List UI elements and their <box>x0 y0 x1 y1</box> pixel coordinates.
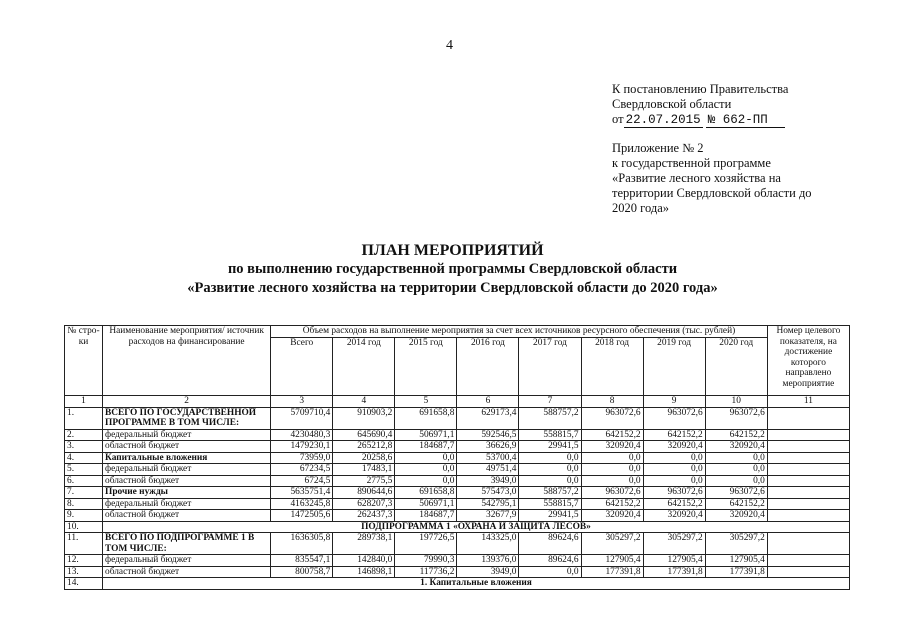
column-index: 6 <box>457 396 519 408</box>
row-value: 79990,3 <box>395 555 457 567</box>
decree-date: 22.07.2015 <box>625 113 701 127</box>
column-index: 4 <box>333 396 395 408</box>
table-row <box>65 533 850 555</box>
row-value: 642152,2 <box>643 429 705 441</box>
row-value: 0,0 <box>643 475 705 487</box>
row-value: 642152,2 <box>705 429 767 441</box>
row-value: 143325,0 <box>457 533 519 555</box>
row-number: 10. <box>65 521 103 533</box>
row-value: 184687,7 <box>395 441 457 453</box>
decree-reference <box>612 82 788 128</box>
table-row <box>65 441 850 453</box>
row-value: 1636305,8 <box>271 533 333 555</box>
row-value: 963072,6 <box>581 487 643 499</box>
decree-number: 662-ПП <box>722 113 768 127</box>
header-year-2018: 2018 год <box>581 338 643 396</box>
row-value: 197726,5 <box>395 533 457 555</box>
row-name: областной бюджет <box>103 510 271 522</box>
appendix-line-2: к государственной программе <box>612 156 771 170</box>
table-row <box>65 555 850 567</box>
table-row-section <box>65 521 850 533</box>
table-row <box>65 487 850 499</box>
decree-line-1: К постановлению Правительства <box>612 82 789 96</box>
column-index: 3 <box>271 396 333 408</box>
row-number: 11. <box>65 533 103 555</box>
column-index: 5 <box>395 396 457 408</box>
header-year-total: Всего <box>271 338 333 396</box>
row-value: 800758,7 <box>271 566 333 578</box>
row-target-indicator <box>767 498 849 510</box>
row-value: 67234,5 <box>271 464 333 476</box>
row-value: 53700,4 <box>457 452 519 464</box>
row-value: 146898,1 <box>333 566 395 578</box>
row-value: 117736,2 <box>395 566 457 578</box>
row-value: 73959,0 <box>271 452 333 464</box>
row-target-indicator <box>767 407 849 429</box>
row-value: 320920,4 <box>581 441 643 453</box>
row-number: 8. <box>65 498 103 510</box>
row-value: 3949,0 <box>457 566 519 578</box>
row-value: 127905,4 <box>705 555 767 567</box>
row-name: Прочие нужды <box>103 487 271 499</box>
row-value: 262437,3 <box>333 510 395 522</box>
row-value: 320920,4 <box>643 510 705 522</box>
header-year-2019: 2019 год <box>643 338 705 396</box>
subsection-title: 1. Капитальные вложения <box>103 578 850 590</box>
document-subtitle-1: по выполнению государственной программы Свердловской области <box>227 261 678 277</box>
row-target-indicator <box>767 555 849 567</box>
decree-date-prefix: от <box>612 112 624 126</box>
row-value: 0,0 <box>395 452 457 464</box>
decree-date-line <box>612 112 788 128</box>
table-row <box>65 452 850 464</box>
column-index: 9 <box>643 396 705 408</box>
row-value: 6724,5 <box>271 475 333 487</box>
header-year-2017: 2017 год <box>519 338 581 396</box>
row-value: 289738,1 <box>333 533 395 555</box>
row-name: областной бюджет <box>103 566 271 578</box>
row-value: 305297,2 <box>705 533 767 555</box>
appendix-line-1: Приложение № 2 <box>612 141 704 155</box>
row-target-indicator <box>767 533 849 555</box>
row-value: 184687,7 <box>395 510 457 522</box>
decree-line-2: Свердловской области <box>612 97 732 111</box>
row-value: 36626,9 <box>457 441 519 453</box>
column-index: 8 <box>581 396 643 408</box>
row-value: 963072,6 <box>643 487 705 499</box>
row-value: 542795,1 <box>457 498 519 510</box>
row-value: 3949,0 <box>457 475 519 487</box>
row-value: 1472505,6 <box>271 510 333 522</box>
row-value: 20258,6 <box>333 452 395 464</box>
row-value: 963072,6 <box>643 407 705 429</box>
row-value: 5635751,4 <box>271 487 333 499</box>
row-target-indicator <box>767 487 849 499</box>
row-value: 963072,6 <box>581 407 643 429</box>
row-target-indicator <box>767 566 849 578</box>
row-value: 0,0 <box>643 464 705 476</box>
row-value: 575473,0 <box>457 487 519 499</box>
row-value: 0,0 <box>519 452 581 464</box>
row-value: 320920,4 <box>581 510 643 522</box>
row-value: 963072,6 <box>705 407 767 429</box>
document-heading <box>0 241 905 298</box>
row-number: 5. <box>65 464 103 476</box>
row-value: 0,0 <box>519 475 581 487</box>
document-title: ПЛАН МЕРОПРИЯТИЙ <box>361 242 544 259</box>
header-name: Наименование мероприятия/ источник расходов на финансирование <box>103 326 271 396</box>
row-value: 49751,4 <box>457 464 519 476</box>
column-index: 2 <box>103 396 271 408</box>
row-value: 177391,8 <box>581 566 643 578</box>
row-value: 691658,8 <box>395 407 457 429</box>
row-value: 0,0 <box>705 464 767 476</box>
row-number: 9. <box>65 510 103 522</box>
row-value: 320920,4 <box>705 441 767 453</box>
table-rows-program <box>65 407 850 521</box>
appendix-caption <box>612 141 842 216</box>
row-value: 89624,6 <box>519 533 581 555</box>
row-value: 628207,3 <box>333 498 395 510</box>
row-name: ВСЕГО ПО ПОДПРОГРАММЕ 1 В ТОМ ЧИСЛЕ: <box>103 533 271 555</box>
row-target-indicator <box>767 429 849 441</box>
row-value: 0,0 <box>581 464 643 476</box>
decree-number-prefix: № <box>707 113 716 127</box>
row-name: федеральный бюджет <box>103 555 271 567</box>
row-name: федеральный бюджет <box>103 429 271 441</box>
row-value: 588757,2 <box>519 487 581 499</box>
row-value: 32677,9 <box>457 510 519 522</box>
row-name: областной бюджет <box>103 441 271 453</box>
row-value: 642152,2 <box>581 498 643 510</box>
header-volume: Объем расходов на выполнение мероприятия за счет всех источников ресурсного обеспечения (тыс. рублей) <box>271 326 768 338</box>
header-target-indicator: Номер целевого показателя, на достижение которого направлено мероприятие <box>767 326 849 396</box>
row-value: 506971,1 <box>395 429 457 441</box>
row-value: 320920,4 <box>705 510 767 522</box>
row-value: 5709710,4 <box>271 407 333 429</box>
row-value: 320920,4 <box>643 441 705 453</box>
row-value: 642152,2 <box>581 429 643 441</box>
row-value: 0,0 <box>581 452 643 464</box>
header-year-2015: 2015 год <box>395 338 457 396</box>
row-number: 3. <box>65 441 103 453</box>
row-value: 645690,4 <box>333 429 395 441</box>
row-value: 305297,2 <box>581 533 643 555</box>
row-value: 29941,5 <box>519 510 581 522</box>
row-value: 890644,6 <box>333 487 395 499</box>
row-value: 592546,5 <box>457 429 519 441</box>
row-number: 1. <box>65 407 103 429</box>
row-value: 506971,1 <box>395 498 457 510</box>
row-value: 127905,4 <box>643 555 705 567</box>
table-rows-subprogram <box>65 533 850 578</box>
row-value: 4230480,3 <box>271 429 333 441</box>
row-value: 89624,6 <box>519 555 581 567</box>
row-value: 835547,1 <box>271 555 333 567</box>
table-row <box>65 475 850 487</box>
row-value: 0,0 <box>581 475 643 487</box>
row-number: 13. <box>65 566 103 578</box>
row-name: ВСЕГО ПО ГОСУДАРСТВЕННОЙ ПРОГРАММЕ В ТОМ ЧИСЛЕ: <box>103 407 271 429</box>
column-index: 11 <box>767 396 849 408</box>
decree-number-group <box>706 113 785 128</box>
row-name: федеральный бюджет <box>103 464 271 476</box>
appendix-line-5: 2020 года» <box>612 201 669 215</box>
row-value: 177391,8 <box>643 566 705 578</box>
header-year-2016: 2016 год <box>457 338 519 396</box>
row-name: Капитальные вложения <box>103 452 271 464</box>
row-number: 4. <box>65 452 103 464</box>
appendix-line-4: территории Свердловской области до <box>612 186 812 200</box>
row-number: 2. <box>65 429 103 441</box>
header-year-2020: 2020 год <box>705 338 767 396</box>
row-target-indicator <box>767 475 849 487</box>
row-value: 963072,6 <box>705 487 767 499</box>
row-value: 17483,1 <box>333 464 395 476</box>
row-value: 642152,2 <box>643 498 705 510</box>
table-row-subsection <box>65 578 850 590</box>
row-value: 629173,4 <box>457 407 519 429</box>
page-number: 4 <box>446 38 453 53</box>
column-index: 7 <box>519 396 581 408</box>
column-index: 10 <box>705 396 767 408</box>
row-value: 0,0 <box>395 464 457 476</box>
row-value: 558815,7 <box>519 429 581 441</box>
row-value: 558815,7 <box>519 498 581 510</box>
row-number: 12. <box>65 555 103 567</box>
table-row <box>65 510 850 522</box>
row-number: 6. <box>65 475 103 487</box>
row-target-indicator <box>767 464 849 476</box>
row-value: 177391,8 <box>705 566 767 578</box>
row-value: 2775,5 <box>333 475 395 487</box>
row-target-indicator <box>767 441 849 453</box>
row-number: 7. <box>65 487 103 499</box>
row-value: 0,0 <box>643 452 705 464</box>
row-value: 0,0 <box>705 475 767 487</box>
row-value: 0,0 <box>395 475 457 487</box>
row-value: 265212,8 <box>333 441 395 453</box>
section-title: ПОДПРОГРАММА 1 «ОХРАНА И ЗАЩИТА ЛЕСОВ» <box>103 521 850 533</box>
row-value: 0,0 <box>519 566 581 578</box>
header-year-2014: 2014 год <box>333 338 395 396</box>
row-value: 0,0 <box>519 464 581 476</box>
header-row-number: № стро-ки <box>65 326 103 396</box>
row-value: 305297,2 <box>643 533 705 555</box>
table-row <box>65 464 850 476</box>
column-index: 1 <box>65 396 103 408</box>
row-value: 4163245,8 <box>271 498 333 510</box>
row-target-indicator <box>767 510 849 522</box>
table-row <box>65 566 850 578</box>
row-value: 1479230,1 <box>271 441 333 453</box>
row-value: 127905,4 <box>581 555 643 567</box>
row-number: 14. <box>65 578 103 590</box>
row-value: 29941,5 <box>519 441 581 453</box>
row-value: 910903,2 <box>333 407 395 429</box>
table-row <box>65 498 850 510</box>
row-target-indicator <box>767 452 849 464</box>
row-value: 588757,2 <box>519 407 581 429</box>
row-value: 142840,0 <box>333 555 395 567</box>
appendix-line-3: «Развитие лесного хозяйства на <box>612 171 781 185</box>
table-row <box>65 429 850 441</box>
row-name: федеральный бюджет <box>103 498 271 510</box>
row-value: 642152,2 <box>705 498 767 510</box>
table-row <box>65 407 850 429</box>
document-subtitle-2: «Развитие лесного хозяйства на территории Свердловской области до 2020 года» <box>187 280 718 296</box>
row-value: 139376,0 <box>457 555 519 567</box>
row-value: 0,0 <box>705 452 767 464</box>
row-name: областной бюджет <box>103 475 271 487</box>
column-index-row <box>65 396 850 408</box>
row-value: 691658,8 <box>395 487 457 499</box>
plan-table <box>64 325 850 590</box>
